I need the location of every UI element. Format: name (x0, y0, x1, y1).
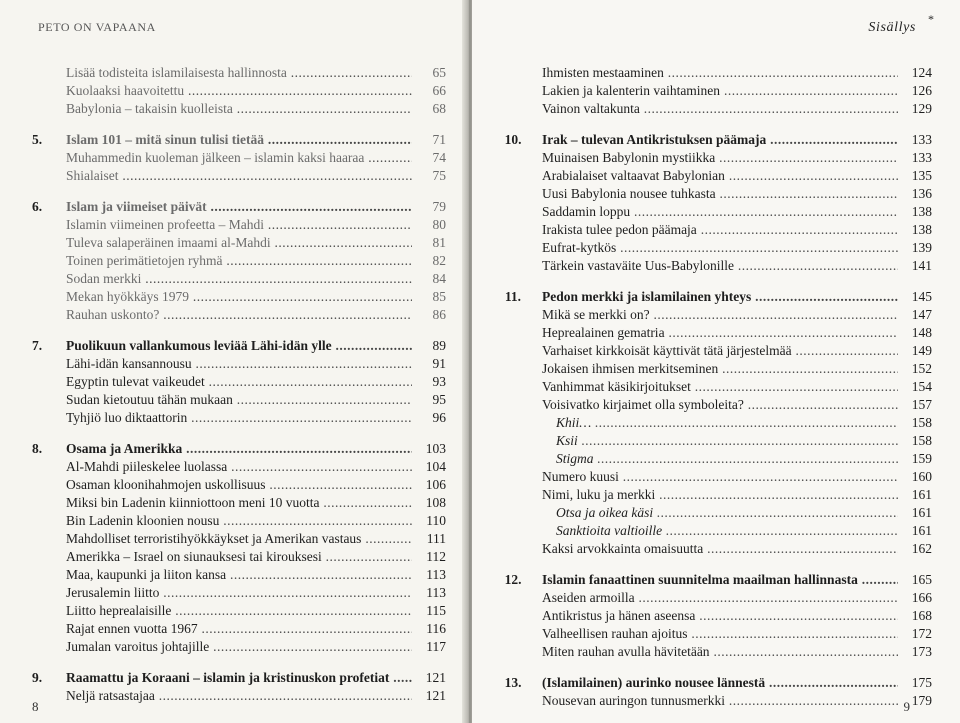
entry-title: Khii… ..... (556, 414, 898, 432)
page-number: 161 (911, 487, 932, 502)
chapter-title: Irak – tulevan Antikristuksen päämaja ..... (542, 131, 898, 149)
page-number: 161 (911, 523, 932, 538)
page-number: 165 (911, 572, 932, 587)
page-number: 112 (426, 549, 446, 564)
toc-entry-row (494, 692, 932, 710)
page-number: 154 (911, 379, 932, 394)
toc-entry-row (494, 378, 932, 396)
page-number: 111 (426, 531, 446, 546)
toc-entry-row (18, 458, 446, 476)
page-number: 79 (432, 199, 446, 214)
page-number: 173 (911, 644, 932, 659)
toc-entry-row (18, 620, 446, 638)
toc-subentry-row (494, 450, 932, 468)
page-number: 80 (432, 217, 446, 232)
entry-title: Miten rauhan avulla hävitetään ..... (542, 643, 898, 661)
entry-title: Mikä se merkki on? ..... (542, 306, 898, 324)
toc-entry-row (494, 306, 932, 324)
page-number: 138 (911, 222, 932, 237)
page-number: 148 (911, 325, 932, 340)
toc-entry-row (18, 638, 446, 656)
page-number: 152 (911, 361, 932, 376)
page-number: 95 (432, 392, 446, 407)
toc-chapter-row (18, 440, 446, 458)
entry-title: Varhaiset kirkkoisät käyttivät tätä järjestelmää ..... (542, 342, 898, 360)
page-number: 121 (425, 688, 446, 703)
entry-title: Uusi Babylonia nousee tuhkasta ..... (542, 185, 898, 203)
page-number: 117 (426, 639, 446, 654)
page-number: 116 (426, 621, 446, 636)
entry-title: Bin Ladenin kloonien nousu ..... (66, 512, 412, 530)
entry-title: Lähi-idän kansannousu ..... (66, 355, 412, 373)
page-number: 86 (432, 307, 446, 322)
entry-title: Rajat ennen vuotta 1967 ..... (66, 620, 412, 638)
page-number: 172 (911, 626, 932, 641)
toc-entry-row (494, 468, 932, 486)
entry-title: Stigma ..... (556, 450, 898, 468)
entry-title: Ksii ..... (556, 432, 898, 450)
page-number: 71 (432, 132, 446, 147)
toc-entry-row (18, 494, 446, 512)
entry-title: Shialaiset ..... (66, 167, 412, 185)
chapter-number: 9. (31, 670, 43, 685)
page-number: 149 (911, 343, 932, 358)
entry-title: Egyptin tulevat vaikeudet ..... (66, 373, 412, 391)
chapter-title: Pedon merkki ja islamilainen yhteys ..... (542, 288, 898, 306)
entry-title: Eufrat-kytkös ..... (542, 239, 898, 257)
toc-entry-row (18, 687, 446, 705)
entry-title: Nimi, luku ja merkki ..... (542, 486, 898, 504)
right-page (472, 0, 960, 723)
page-number: 124 (911, 65, 932, 80)
page-number: 84 (432, 271, 446, 286)
toc-entry-row (494, 360, 932, 378)
entry-title: Sodan merkki ..... (66, 270, 412, 288)
toc-entry-row (494, 221, 932, 239)
toc-chapter-row (18, 669, 446, 687)
entry-title: Sanktioita valtioille ..... (556, 522, 898, 540)
toc-entry-row (494, 324, 932, 342)
page-number-left: 8 (32, 699, 39, 714)
toc-entry-row (494, 625, 932, 643)
page-number: 160 (911, 469, 932, 484)
entry-title: Kaksi arvokkainta omaisuutta ..... (542, 540, 898, 558)
entry-title: Antikristus ja hänen aseensa ..... (542, 607, 898, 625)
entry-title: Islamin viimeinen profeetta – Mahdi ..... (66, 216, 412, 234)
toc-entry-row (18, 167, 446, 185)
chapter-title: Puolikuun vallankumous leviää Lähi-idän ylle ..... (66, 337, 412, 355)
entry-title: Osaman kloonihahmojen uskollisuus ..... (66, 476, 412, 494)
toc-entry-row (494, 486, 932, 504)
page-number: 115 (426, 603, 446, 618)
chapter-title: (Islamilainen) aurinko nousee lännestä ..... (542, 674, 898, 692)
toc-entry-row (18, 270, 446, 288)
chapter-number: 6. (31, 199, 43, 214)
toc-chapter-row (494, 674, 932, 692)
page-number: 66 (432, 83, 446, 98)
toc-left-column (18, 64, 446, 705)
toc-entry-row (494, 607, 932, 625)
entry-title: Amerikka – Israel on siunauksesi tai kirouksesi ..... (66, 548, 412, 566)
toc-subentry-row (494, 504, 932, 522)
page-number: 91 (432, 356, 446, 371)
entry-title: Sudan kietoutuu tähän mukaan ..... (66, 391, 412, 409)
toc-subentry-row (494, 432, 932, 450)
toc-entry-row (18, 355, 446, 373)
toc-entry-row (494, 82, 932, 100)
toc-entry-row (18, 512, 446, 530)
entry-title: Arabialaiset valtaavat Babylonian ..... (542, 167, 898, 185)
entry-title: Maa, kaupunki ja liiton kansa ..... (66, 566, 412, 584)
toc-entry-row (18, 64, 446, 82)
entry-title: Nousevan auringon tunnusmerkki ..... (542, 692, 898, 710)
running-header-left: PETO ON VAPAANA (38, 20, 156, 34)
page-number: 89 (432, 338, 446, 353)
toc-chapter-row (494, 571, 932, 589)
chapter-title: Islamin fanaattinen suunnitelma maailman hallinnasta ..... (542, 571, 898, 589)
entry-title: Al-Mahdi piileskelee luolassa ..... (66, 458, 412, 476)
toc-entry-row (18, 82, 446, 100)
page-number: 65 (432, 65, 446, 80)
page-number: 108 (425, 495, 446, 510)
toc-entry-row (494, 64, 932, 82)
toc-entry-row (494, 643, 932, 661)
page-number: 168 (911, 608, 932, 623)
entry-title: Voisivatko kirjaimet olla symboleita? ..... (542, 396, 898, 414)
toc-entry-row (18, 584, 446, 602)
chapter-number: 10. (504, 132, 522, 147)
toc-entry-row (494, 239, 932, 257)
page-number: 133 (911, 132, 932, 147)
toc-entry-row (18, 288, 446, 306)
page-number: 141 (911, 258, 932, 273)
toc-entry-row (494, 257, 932, 275)
entry-title: Jumalan varoitus johtajille ..... (66, 638, 412, 656)
toc-entry-row (494, 589, 932, 607)
entry-title: Valheellisen rauhan ajoitus ..... (542, 625, 898, 643)
entry-title: Kuolaaksi haavoitettu ..... (66, 82, 412, 100)
toc-chapter-row (494, 131, 932, 149)
toc-entry-row (494, 149, 932, 167)
page-number-right: 9 (903, 699, 910, 714)
entry-title: Saddamin loppu ..... (542, 203, 898, 221)
chapter-number: 5. (31, 132, 43, 147)
page-number: 68 (432, 101, 446, 116)
entry-title: Muinaisen Babylonin mystiikka ..... (542, 149, 898, 167)
toc-entry-row (18, 252, 446, 270)
entry-title: Mahdolliset terroristihyökkäykset ja Amerikan vastaus ..... (66, 530, 412, 548)
page-number: 136 (911, 186, 932, 201)
chapter-number: 8. (31, 441, 43, 456)
toc-right-column (494, 64, 932, 710)
page-number: 158 (911, 415, 932, 430)
entry-title: Heprealainen gematria ..... (542, 324, 898, 342)
entry-title: Miksi bin Ladenin kiinniottoon meni 10 vuotta ..... (66, 494, 412, 512)
page-number: 162 (911, 541, 932, 556)
toc-entry-row (18, 602, 446, 620)
page-number: 82 (432, 253, 446, 268)
page-number: 166 (911, 590, 932, 605)
entry-title: Lisää todisteita islamilaisesta hallinnosta ..... (66, 64, 412, 82)
entry-title: Lakien ja kalenterin vaihtaminen ..... (542, 82, 898, 100)
page-number: 175 (911, 675, 932, 690)
toc-entry-row (18, 530, 446, 548)
page-number: 138 (911, 204, 932, 219)
page-number: 145 (911, 289, 932, 304)
page-number: 157 (911, 397, 932, 412)
left-page (0, 0, 468, 723)
toc-subentry-row (494, 414, 932, 432)
toc-entry-row (18, 373, 446, 391)
entry-title: Ihmisten mestaaminen ..... (542, 64, 898, 82)
entry-title: Irakista tulee pedon päämaja ..... (542, 221, 898, 239)
page-number: 113 (426, 585, 446, 600)
toc-entry-row (18, 234, 446, 252)
entry-title: Neljä ratsastajaa ..... (66, 687, 412, 705)
toc-entry-row (18, 566, 446, 584)
toc-subentry-row (494, 522, 932, 540)
page-number: 103 (425, 441, 446, 456)
entry-title: Babylonia – takaisin kuolleista ..... (66, 100, 412, 118)
chapter-title: Osama ja Amerikka ..... (66, 440, 412, 458)
page-number: 158 (911, 433, 932, 448)
entry-title: Vainon valtakunta ..... (542, 100, 898, 118)
corner-mark: * (928, 12, 934, 26)
toc-entry-row (494, 396, 932, 414)
toc-chapter-row (18, 337, 446, 355)
toc-entry-row (18, 216, 446, 234)
entry-title: Rauhan uskonto? ..... (66, 306, 412, 324)
entry-title: Muhammedin kuoleman jälkeen – islamin kaksi haaraa ..... (66, 149, 412, 167)
page-number: 133 (911, 150, 932, 165)
entry-title: Jokaisen ihmisen merkitseminen ..... (542, 360, 898, 378)
page-number: 113 (426, 567, 446, 582)
chapter-number: 12. (504, 572, 522, 587)
toc-entry-row (18, 100, 446, 118)
page-number: 85 (432, 289, 446, 304)
toc-entry-row (18, 548, 446, 566)
entry-title: Mekan hyökkäys 1979 ..... (66, 288, 412, 306)
toc-entry-row (18, 476, 446, 494)
entry-title: Tuleva salaperäinen imaami al-Mahdi ..... (66, 234, 412, 252)
page-number: 139 (911, 240, 932, 255)
page-number: 147 (911, 307, 932, 322)
chapter-title: Islam 101 – mitä sinun tulisi tietää ..... (66, 131, 412, 149)
toc-entry-row (494, 167, 932, 185)
chapter-title: Islam ja viimeiset päivät ..... (66, 198, 412, 216)
toc-chapter-row (18, 131, 446, 149)
entry-title: Liitto heprealaisille ..... (66, 602, 412, 620)
entry-title: Vanhimmat käsikirjoitukset ..... (542, 378, 898, 396)
toc-chapter-row (494, 288, 932, 306)
page-number: 110 (426, 513, 446, 528)
chapter-number: 13. (504, 675, 522, 690)
page-number: 161 (911, 505, 932, 520)
page-number: 179 (911, 693, 932, 708)
page-number: 159 (911, 451, 932, 466)
toc-entry-row (494, 185, 932, 203)
toc-entry-row (494, 540, 932, 558)
entry-title: Aseiden armoilla ..... (542, 589, 898, 607)
entry-title: Otsa ja oikea käsi ..... (556, 504, 898, 522)
chapter-number: 11. (504, 289, 522, 304)
page-number: 81 (432, 235, 446, 250)
toc-entry-row (18, 306, 446, 324)
page-number: 121 (425, 670, 446, 685)
toc-entry-row (494, 100, 932, 118)
toc-entry-row (18, 391, 446, 409)
toc-entry-row (494, 342, 932, 360)
entry-title: Jerusalemin liitto ..... (66, 584, 412, 602)
entry-title: Tärkein vastaväite Uus-Babylonille ..... (542, 257, 898, 275)
page-number: 74 (432, 150, 446, 165)
page-number: 106 (425, 477, 446, 492)
page-number: 126 (911, 83, 932, 98)
page-number: 135 (911, 168, 932, 183)
entry-title: Toinen perimätietojen ryhmä ..... (66, 252, 412, 270)
page-number: 96 (432, 410, 446, 425)
toc-entry-row (18, 409, 446, 427)
chapter-number: 7. (31, 338, 43, 353)
running-header-right: Sisällys (868, 20, 916, 35)
page-number: 93 (432, 374, 446, 389)
toc-entry-row (18, 149, 446, 167)
page-number: 75 (432, 168, 446, 183)
toc-chapter-row (18, 198, 446, 216)
toc-entry-row (494, 203, 932, 221)
chapter-title: Raamattu ja Koraani – islamin ja kristinuskon profetiat ..... (66, 669, 412, 687)
entry-title: Numero kuusi ..... (542, 468, 898, 486)
page-number: 104 (425, 459, 446, 474)
entry-title: Tyhjiö luo diktaattorin ..... (66, 409, 412, 427)
page-number: 129 (911, 101, 932, 116)
